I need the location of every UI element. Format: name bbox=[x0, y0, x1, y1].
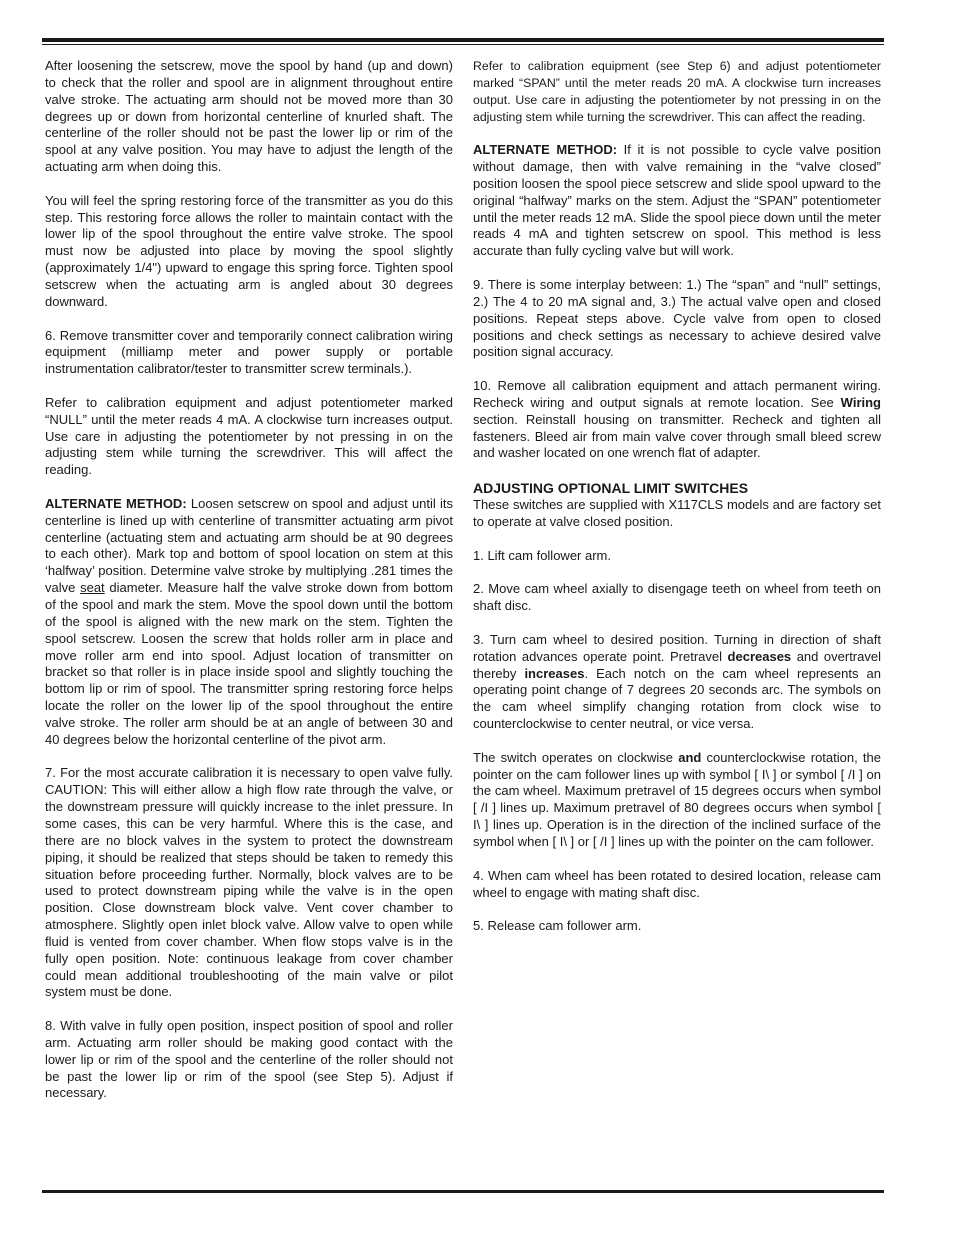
switch-operation-text-b: counterclockwise rotation, the pointer on the cam follower lines up with symbol [ I\ ] or symbol [ /I ] on the cam wheel. Maximum pretravel of 15 degrees occurs when symbol [ /I ] lines up. Maximum pretravel of 80 degrees occurs when symbol [ I\ ] lines up. Operation is in the direction of the inclined surface of the symbol when [ I\ ] or [ /I ] lines up with the pointer on the cam follower. bbox=[473, 749, 881, 849]
paragraph-spring-force: You will feel the spring restoring force of the transmitter as you do this step. This restoring force allows the roller to maintain contact with the lower lip of the spool throughout the entire valve stroke. The spool must now be adjusted into place by moving the spool slightly (approximately 1/4") upward to engage this spring force. Tighten spool setscrew when the actuating arm is angled about 30 degrees downward. bbox=[45, 192, 453, 309]
paragraph-limit-step-2: 2. Move cam wheel axially to disengage teeth on wheel from teeth on shaft disc. bbox=[473, 581, 881, 614]
switch-operation-text-a: The switch operates on clockwise bbox=[473, 749, 679, 765]
paragraph-alternate-method-span bbox=[473, 142, 881, 260]
paragraph-span-adjust: Refer to calibration equipment (see Step 6) and adjust potentiometer marked “SPAN” until the meter reads 20 mA. A clockwise turn increases output. Use care in adjusting the potentiometer by not pressing in on the adjusting stem while turning the screwdriver. This can affect the reading. bbox=[473, 59, 881, 124]
and-bold: and bbox=[678, 749, 702, 765]
paragraph-step-6: 6. Remove transmitter cover and temporarily connect calibration wiring equipment (milliamp meter and power supply or portable instrumentation calibrator/tester to transmitter screw terminals.). bbox=[45, 327, 453, 377]
paragraph-step-7: 7. For the most accurate calibration it is necessary to open valve fully. CAUTION: This will either allow a high flow rate through the valve, or the downstream pressure will quickly increase to the inlet pressure. In some cases, this can be very harmful. Where this is the case, and there are no block valves in the system to protect the downstream piping, it should be realized that steps should be taken to remedy this situation before proceeding further. Normally, block valves are to be used to protect downstream piping while the valve is in the open position. Close downstream block valve. Vent cover chamber to atmosphere. Slightly open inlet block valve. Allow valve to open while fluid is vented from cover chamber. When flow stops valve is in the fully open position. Note: continuous leakage from cover chamber could mean additional troubleshooting of the main valve or pilot system must be done. bbox=[45, 765, 453, 1000]
alternate-method-label: ALTERNATE METHOD: bbox=[473, 142, 618, 158]
top-rule-thin bbox=[42, 44, 884, 45]
top-rule bbox=[42, 38, 884, 42]
paragraph-limit-step-4: 4. When cam wheel has been rotated to desired location, release cam wheel to engage with mating shaft disc. bbox=[473, 867, 881, 900]
paragraph-alignment-check: After loosening the setscrew, move the spool by hand (up and down) to check that the roller and spool are in alignment throughout entire valve stroke. The actuating arm should not be moved more than 30 degrees up or down from horizontal centerline of knurled shaft. The centerline of the roller should not be past the lower lip or rim of the spool at any valve position. You may have to adjust the length of the actuating arm when doing this. bbox=[45, 58, 453, 175]
paragraph-step-8: 8. With valve in fully open position, inspect position of spool and roller arm. Actuating arm roller should be making good contact with the lower lip or rim of the spool and the centerline of the roller should not be past the lower lip or rim of the spool (see Step 5). Adjust if necessary. bbox=[45, 1018, 453, 1101]
bottom-rule bbox=[42, 1190, 884, 1193]
alternate-method-span-text: If it is not possible to cycle valve position without damage, then with valve remaining in the “valve closed” position loosen the spool piece setscrew and slide spool upward to the original “halfway” marks on the stem. Adjust the “SPAN” potentiometer until the meter reads 12 mA. Slide the spool piece down until the meter reads 4 mA and tighten setscrew on spool. This method is less accurate than fully cycling valve but will work. bbox=[473, 142, 881, 259]
section-heading-limit-switches: ADJUSTING OPTIONAL LIMIT SWITCHES bbox=[473, 480, 749, 497]
left-column bbox=[45, 58, 453, 1119]
paragraph-step-10 bbox=[473, 378, 881, 462]
increases-bold: increases bbox=[524, 665, 585, 681]
paragraph-switch-operation bbox=[473, 750, 881, 851]
right-column bbox=[473, 58, 881, 935]
limit-step-3-text-b: and overtravel thereby bbox=[473, 648, 881, 681]
seat-underlined: seat bbox=[80, 580, 105, 596]
paragraph-alternate-method-null bbox=[45, 496, 453, 749]
paragraph-limit-step-3 bbox=[473, 632, 881, 733]
paragraph-limit-step-5: 5. Release cam follower arm. bbox=[473, 918, 642, 934]
alternate-method-text-a: Loosen setscrew on spool and adjust until its centerline is lined up with centerline of transmitter actuating arm pivot centerline (actuating stem and actuating arm should be at 90 degrees to each other). Mark top and bottom of spool location on stem at this ‘halfway’ position. Determine valve stroke by multiplying .281 times the valve bbox=[45, 495, 453, 596]
paragraph-limit-switch-intro: These switches are supplied with X117CLS models and are factory set to operate at valve closed position. bbox=[473, 497, 881, 529]
alternate-method-text-b: diameter. Measure half the valve stroke down from bottom of the spool and mark the stem. Move the spool down until the bottom of the spool is aligned with the new mark on the stem. Tighten the spool setscrew. Loosen the screw that holds roller arm in place and move roller arm end into spool. Adjust location of transmitter on bracket so that roller is in place inside spool and slightly touching the bottom lip or rim of spool. The transmitter spring restoring force helps locate the roller on the lower lip of the spool throughout the entire valve stroke. The roller arm should be at an angle of between 30 and 40 degrees below the horizontal centerline of the pivot arm. bbox=[45, 580, 453, 747]
wiring-bold: Wiring bbox=[840, 394, 881, 410]
paragraph-null-adjust: Refer to calibration equipment and adjust potentiometer marked “NULL” until the meter reads 4 mA. A clockwise turn increases output. Use care in adjusting the potentiometer by not pressing in on the adjusting stem while turning the screwdriver. This will affect the reading. bbox=[45, 394, 453, 478]
paragraph-step-9: 9. There is some interplay between: 1.) The “span” and “null” settings, 2.) The 4 to 20 mA signal and, 3.) The actual valve open and closed positions. Repeat steps above. Cycle valve from open to closed positions and check settings as necessary to achieve desired valve position signal accuracy. bbox=[473, 276, 881, 360]
step-10-text-a: 10. Remove all calibration equipment and attach permanent wiring. Recheck wiring and output signals at remote location. See bbox=[473, 378, 881, 410]
paragraph-limit-step-1: 1. Lift cam follower arm. bbox=[473, 547, 611, 563]
alternate-method-label: ALTERNATE METHOD: bbox=[45, 495, 187, 511]
limit-step-3-text-c: . Each notch on the cam wheel represents an operating point change of 7 degrees 20 seconds arc. The symbols on the cam wheel simplify changing rotation from clock wise to counterclockwise to center neutral, or vice versa. bbox=[473, 665, 881, 732]
limit-step-3-text-a: 3. Turn cam wheel to desired position. Turning in direction of shaft rotation advances operate point. Pretravel bbox=[473, 631, 881, 664]
decreases-bold: decreases bbox=[727, 648, 792, 664]
step-10-text-b: section. Reinstall housing on transmitter. Recheck and tighten all fasteners. Bleed air from main valve cover through small bleed screw and washer located on one wrench flat of adapter. bbox=[473, 411, 881, 461]
